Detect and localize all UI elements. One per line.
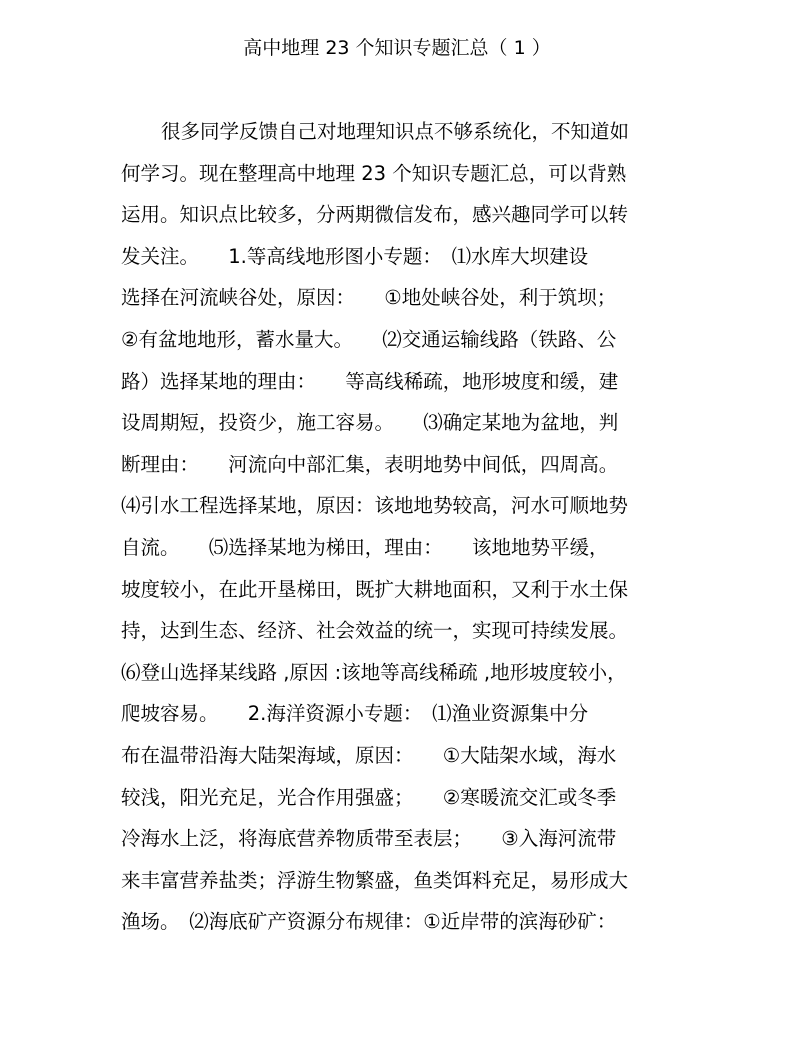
paragraph-line: 布在温带沿海大陆架海域，原因： ①大陆架水域，海水 [121,743,617,767]
paragraph-line: 选择在河流峡谷处，原因： ①地处峡谷处，利于筑坝； [121,286,617,310]
paragraph-line: 渔场。 ⑵海底矿产资源分布规律：①近岸带的滨海砂矿： [121,910,617,934]
document-body [121,111,681,943]
paragraph-line: 冷海水上泛，将海底营养物质带至表层； ③入海河流带 [121,827,617,851]
paragraph-line: 较浅，阳光充足，光合作用强盛； ②寒暖流交汇或冬季 [121,785,617,809]
paragraph-line: 爬坡容易。 2.海洋资源小专题： ⑴渔业资源集中分 [121,702,589,726]
paragraph-line: ⑷引水工程选择某地，原因：该地地势较高，河水可顺地势 [121,494,629,518]
paragraph-line: ⑹登山选择某线路 ,原因 :该地等高线稀疏 ,地形坡度较小， [121,660,627,684]
paragraph-line: 路）选择某地的理由： 等高线稀疏，地形坡度和缓，建 [121,369,619,393]
paragraph-line: 断理由： 河流向中部汇集，表明地势中间低，四周高。 [121,452,619,476]
paragraph-line: 发关注。 1.等高线地形图小专题： ⑴水库大坝建设 [121,244,589,268]
paragraph-line: 自流。 ⑸选择某地为梯田，理由： 该地地势平缓， [121,535,609,559]
paragraph-line: 持，达到生态、经济、社会效益的统一，实现可持续发展。 [121,619,629,643]
paragraph-line: 设周期短，投资少，施工容易。 ⑶确定某地为盆地，判 [121,411,619,435]
paragraph-line: ②有盆地地形，蓄水量大。 ⑵交通运输线路（铁路、公 [121,327,617,351]
paragraph-line: 何学习。现在整理高中地理 23 个知识专题汇总，可以背熟 [121,161,627,185]
paragraph-line: 很多同学反馈自己对地理知识点不够系统化，不知道如 [161,120,630,143]
paragraph-line: 来丰富营养盐类；浮游生物繁盛，鱼类饵料充足，易形成大 [121,868,629,892]
paragraph-line: 运用。知识点比较多，分两期微信发布，感兴趣同学可以转 [121,203,629,227]
paragraph-line: 坡度较小，在此开垦梯田，既扩大耕地面积，又利于水土保 [121,577,629,601]
document-title: 高中地理 23 个知识专题汇总（ 1 ） [243,37,551,59]
